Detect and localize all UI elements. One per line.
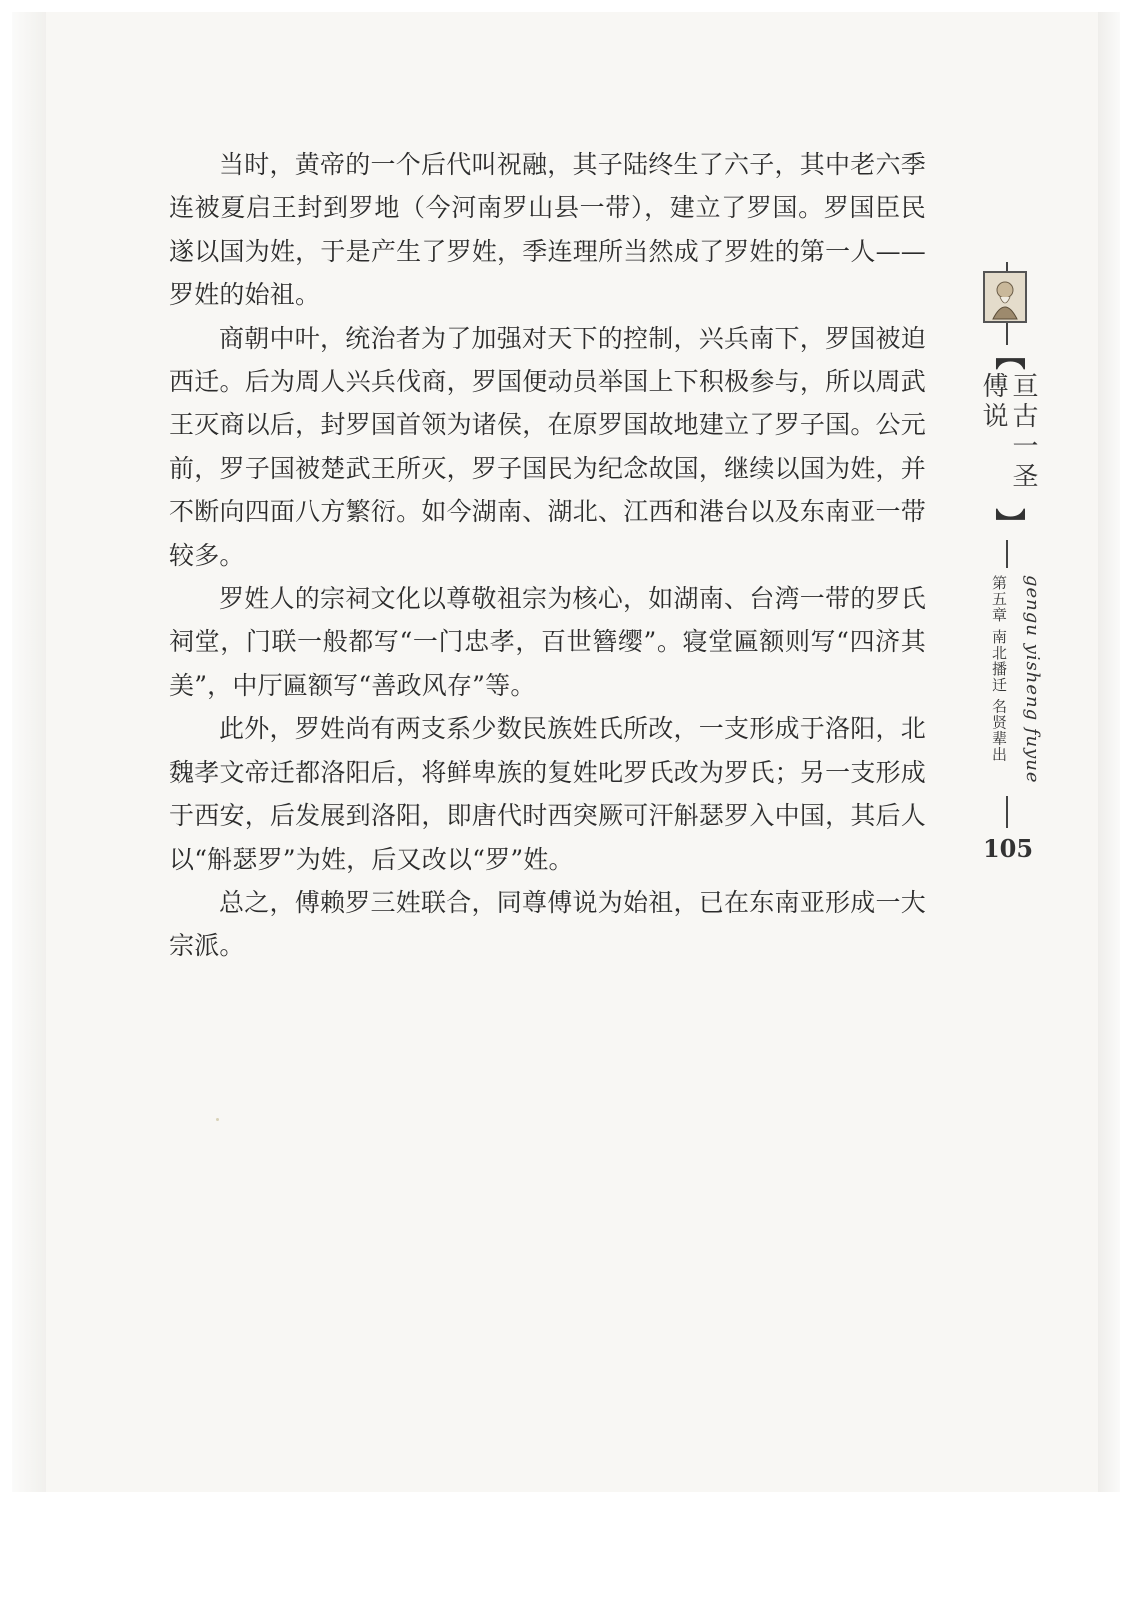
title-bracket-open: 【 xyxy=(991,340,1026,370)
book-title xyxy=(978,340,1038,538)
book-title-text: 亘古一圣 傅说 xyxy=(978,372,1038,492)
chapter-title: 第五章 南北播迁 名贤辈出 xyxy=(990,575,1008,763)
pinyin-title: gengu yisheng fuyue xyxy=(1022,575,1043,784)
title-bracket-close: 】 xyxy=(991,508,1026,538)
page-number: 105 xyxy=(982,834,1034,863)
paragraph-3: 罗姓人的宗祠文化以尊敬祖宗为核心，如湖南、台湾一带的罗氏祠堂，门联一般都写“一门忠孝，百世簪缨”。寝堂匾额则写“四济其美”，中厅匾额写“善政风存”等。 xyxy=(169,584,926,700)
portrait-icon xyxy=(983,271,1027,323)
book-edge-right xyxy=(1098,12,1120,1492)
paragraph-4: 此外，罗姓尚有两支系少数民族姓氏所改，一支形成于洛阳，北魏孝文帝迁都洛阳后，将鲜卑族的复姓叱罗氏改为罗氏；另一支形成于西安，后发展到洛阳，即唐代时西突厥可汗斛瑟罗入中国，其后人以“斛瑟罗”为姓，后又改以“罗”姓。 xyxy=(169,714,926,874)
book-edge-left xyxy=(12,12,46,1492)
paragraph-2: 商朝中叶，统治者为了加强对天下的控制，兴兵南下，罗国被迫西迁。后为周人兴兵伐商，罗国便动员举国上下积极参与，所以周武王灭商以后，封罗国首领为诸侯，在原罗国故地建立了罗子国。公元前，罗子国被楚武王所灭，罗子国民为纪念故国，继续以国为姓，并不断向四面八方繁衍。如今湖南、湖北、江西和港台以及东南亚一带较多。 xyxy=(169,323,926,570)
body-text xyxy=(169,143,926,968)
margin-rule-lower xyxy=(1006,796,1008,828)
margin-rule-middle xyxy=(1006,540,1008,568)
paragraph-5: 总之，傅赖罗三姓联合，同尊傅说为始祖，已在东南亚形成一大宗派。 xyxy=(169,887,926,961)
paragraph-1: 当时，黄帝的一个后代叫祝融，其子陆终生了六子，其中老六季连被夏启王封到罗地（今河南罗山县一带），建立了罗国。罗国臣民遂以国为姓，于是产生了罗姓，季连理所当然成了罗姓的第一人——罗姓的始祖。 xyxy=(169,150,926,310)
paper-speck xyxy=(216,1118,219,1121)
